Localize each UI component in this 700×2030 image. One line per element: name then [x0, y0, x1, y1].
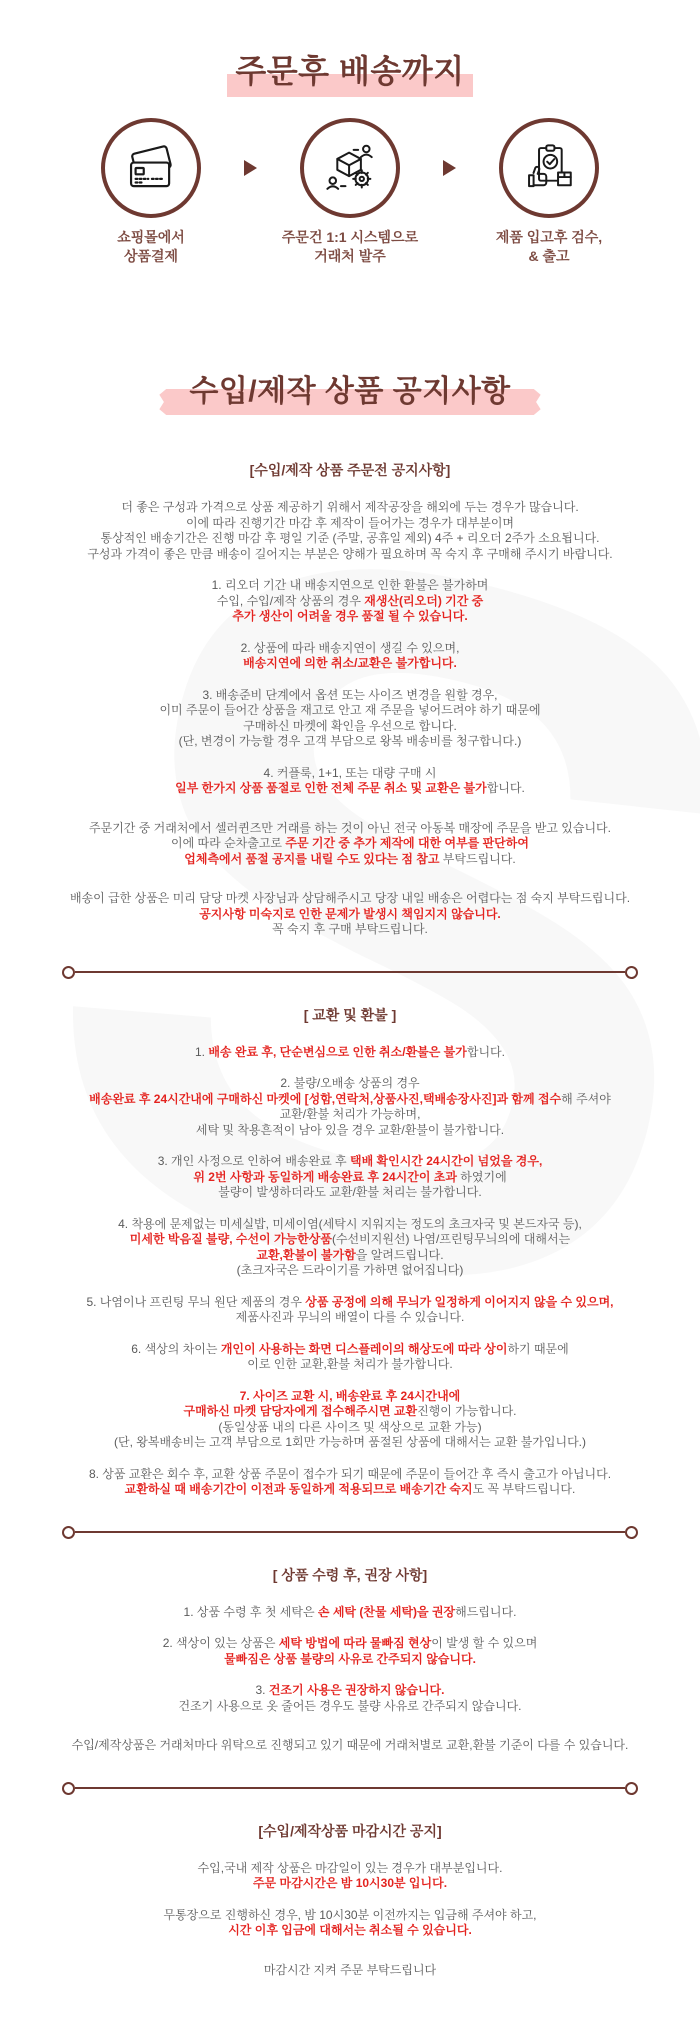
notice-paragraph: 2. 색상이 있는 상품은 세탁 방법에 따라 물빠짐 현상이 발생 할 수 있으며 물빠짐은 상품 불량의 사유로 간주되지 않습니다.: [162, 1636, 538, 1666]
process-step-order-system: [257, 118, 443, 266]
notice-paragraph: 1. 배송 완료 후, 단순변심으로 인한 취소/환불은 불가합니다.: [195, 1044, 505, 1059]
notice-paragraph: 3. 배송준비 단계에서 옵션 또는 사이즈 변경을 원할 경우, 이미 주문이 들어간 상품을 재고로 안고 재 주문을 넣어드려야 하기 때문에 구매하신 마켓에 확인을 우선으로 합니다. (단, 변경이 가능할 경우 고객 부담으로 왕복 배송비를 청구합니다.): [159, 687, 541, 748]
section-pre-order: [0, 460, 700, 938]
notice-paragraph: 수입,국내 제작 상품은 마감일이 있는 경우가 대부분입니다. 주문 마감시간은 밤 10시30분 입니다.: [197, 1860, 503, 1890]
divider-dot-icon: [625, 1526, 638, 1539]
notice-paragraph: 4. 커플룩, 1+1, 또는 대량 구매 시 일부 한가지 상품 품절로 인한 전체 주문 취소 및 교환은 불가합니다.: [175, 765, 525, 795]
notice-paragraph: 마감시간 지켜 주문 부탁드립니다: [263, 1962, 437, 1977]
section-exchange-refund: [0, 1005, 700, 1498]
notice-paragraph: 8. 상품 교환은 회수 후, 교환 상품 주문이 접수가 되기 때문에 주문이 들어간 후 즉시 출고가 아닙니다. 교환하실 때 배송기간이 이전과 동일하게 적용되므로 배송기간 숙지도 꼭 부탁드립니다.: [88, 1466, 612, 1496]
step-label-line: 상품결제: [123, 248, 179, 264]
notice-paragraph: 4. 착용에 문제없는 미세실밥, 미세이염(세탁시 지워지는 정도의 초크자국 및 본드자국 등), 미세한 박음질 불량, 수선이 가능한상품(수선비지원선) 나염/프린팅무늬의에 대해서는 교환,환불이 불가함을 알려드립니다. (초크자국은 드라이기를 가하면 없어집니다): [118, 1216, 582, 1277]
step-label: [282, 228, 418, 266]
notice-title-text: 수입/제작 상품 공지사항: [189, 375, 511, 408]
step-label: [496, 228, 602, 266]
notice-paragraph: 수입/제작상품은 거래처마다 위탁으로 진행되고 있기 때문에 거래처별로 교환,환불 기준이 다를 수 있습니다.: [71, 1738, 629, 1752]
divider-line: [75, 1531, 625, 1533]
section-divider: [62, 1526, 638, 1539]
section-divider: [62, 966, 638, 979]
step-label-line: 제품 입고후 검수,: [495, 229, 603, 245]
notice-paragraph: 더 좋은 구성과 가격으로 상품 제공하기 위해서 제작공장을 해외에 두는 경우가 많습니다. 이에 따라 진행기간 마감 후 제작이 들어가는 경우가 대부분이며 통상적인 배송기간은 진행 마감 후 평일 기준 (주말, 공휴일 제외) 4주 + 리오더 2주가 소요됩니다. 구성과 가격이 좋은 만큼 배송이 길어지는 부분은 양해가 필요하며 꼭 숙지 후 구매해 주시기 바랍니다.: [87, 500, 613, 561]
notice-paragraph: 주문기간 중 거래처에서 셀러퀸즈만 거래를 하는 것이 아닌 전국 아동복 매장에 주문을 받고 있습니다. 이에 따라 순차출고로 주문 기간 중 추가 제작에 대한 여부를 판단하여 업체측에서 품절 공지를 내릴 수도 있다는 점 참고 부탁드립니다.: [89, 820, 611, 866]
step-label-line: 거래처 발주: [314, 248, 386, 264]
divider-dot-icon: [625, 966, 638, 979]
divider-line: [75, 1787, 625, 1789]
notice-paragraph: 1. 상품 수령 후 첫 세탁은 손 세탁 (찬물 세탁)을 권장해드립니다.: [183, 1604, 517, 1619]
section-header: [수입/제작 상품 주문전 공지사항]: [249, 462, 451, 478]
section-header: [ 교환 및 환불 ]: [303, 1006, 397, 1023]
notice-paragraph: 1. 리오더 기간 내 배송지연으로 인한 환불은 불가하며 수입, 수입/제작 상품의 경우 재생산(리오더) 기간 중 추가 생산이 어려울 경우 품절 될 수 있습니다.: [211, 578, 489, 623]
notice-title: [189, 366, 510, 410]
notice-paragraph: 배송이 급한 상품은 미리 담당 마켓 사장님과 상담해주시고 당장 내일 배송은 어렵다는 점 숙지 부탁드립니다. 공지사항 미숙지로 인한 문제가 발생시 책임지지 않습니다. 꼭 숙지 후 구매 부탁드립니다.: [69, 891, 631, 936]
divider-dot-icon: [625, 1782, 638, 1795]
inspection-shipping-icon: [499, 118, 599, 218]
arrow-right-icon: [443, 160, 456, 176]
divider-dot-icon: [62, 1526, 75, 1539]
section-header: [수입/제작상품 마감시간 공지]: [258, 1822, 442, 1839]
step-label-line: 주문건 1:1 시스템으로: [281, 229, 419, 245]
section-deadline: [0, 1821, 700, 1979]
notice-paragraph: 2. 상품에 따라 배송지연이 생길 수 있으며, 배송지연에 의한 취소/교환은 불가합니다.: [240, 640, 460, 670]
notice-paragraph: 3. 개인 사정으로 인하여 배송완료 후 택배 확인시간 24시간이 넘었을 경우, 위 2번 사항과 동일하게 배송완료 후 24시간이 초과 하였기에 불량이 발생하더라도 교환/환불 처리는 불가합니다.: [157, 1154, 543, 1199]
order-system-icon: [300, 118, 400, 218]
notice-paragraph: 3. 건조기 사용은 권장하지 않습니다. 건조기 사용으로 옷 줄어든 경우도 불량 사유로 간주되지 않습니다.: [178, 1683, 522, 1713]
step-label-line: & 출고: [528, 248, 570, 264]
notice-paragraph: 2. 불량/오배송 상품의 경우 배송완료 후 24시간내에 구매하신 마켓에 [성함,연락처,상품사진,택배송장사진]과 함께 접수해 주셔야 교환/환불 처리가 가능하며, 세탁 및 착용흔적이 남아 있을 경우 교환/환불이 불가합니다.: [89, 1076, 611, 1137]
process-step-inspection: [456, 118, 642, 266]
step-label-line: 쇼핑몰에서: [117, 229, 185, 245]
notice-paragraph: 6. 색상의 차이는 개인이 사용하는 화면 디스플레이의 해상도에 따라 상이하기 때문에 이로 인한 교환,환불 처리가 불가합니다.: [131, 1341, 569, 1371]
main-title-text: 주문후 배송까지: [235, 53, 465, 89]
arrow-right-icon: [244, 160, 257, 176]
section-after-receive: [0, 1565, 700, 1754]
notice-paragraph: 5. 나염이나 프린팅 무늬 원단 제품의 경우 상품 공정에 의해 무늬가 일정하게 이어지지 않을 수 있으며, 제품사진과 무늬의 배열이 다를 수 있습니다.: [86, 1294, 614, 1324]
main-title: [235, 46, 464, 92]
process-steps: [0, 118, 700, 266]
notice-paragraph: 7. 사이즈 교환 시, 배송완료 후 24시간내에 구매하신 마켓 담당자에게 접수해주시면 교환진행이 가능합니다. (동일상품 내의 다른 사이즈 및 색상으로 교환 가능) (단, 왕복배송비는 고객 부담으로 1회만 가능하며 품절된 상품에 대해서는 교환 불가입니다.): [114, 1388, 586, 1449]
divider-line: [75, 971, 625, 973]
section-header: [ 상품 수령 후, 권장 사항]: [272, 1566, 428, 1583]
divider-dot-icon: [62, 1782, 75, 1795]
section-divider: [62, 1782, 638, 1795]
credit-card-icon: [101, 118, 201, 218]
step-label: [117, 228, 185, 266]
notice-paragraph: 무통장으로 진행하신 경우, 밤 10시30분 이전까지는 입금해 주셔야 하고, 시간 이후 입금에 대해서는 취소될 수 있습니다.: [163, 1907, 537, 1937]
divider-dot-icon: [62, 966, 75, 979]
process-step-payment: [58, 118, 244, 266]
